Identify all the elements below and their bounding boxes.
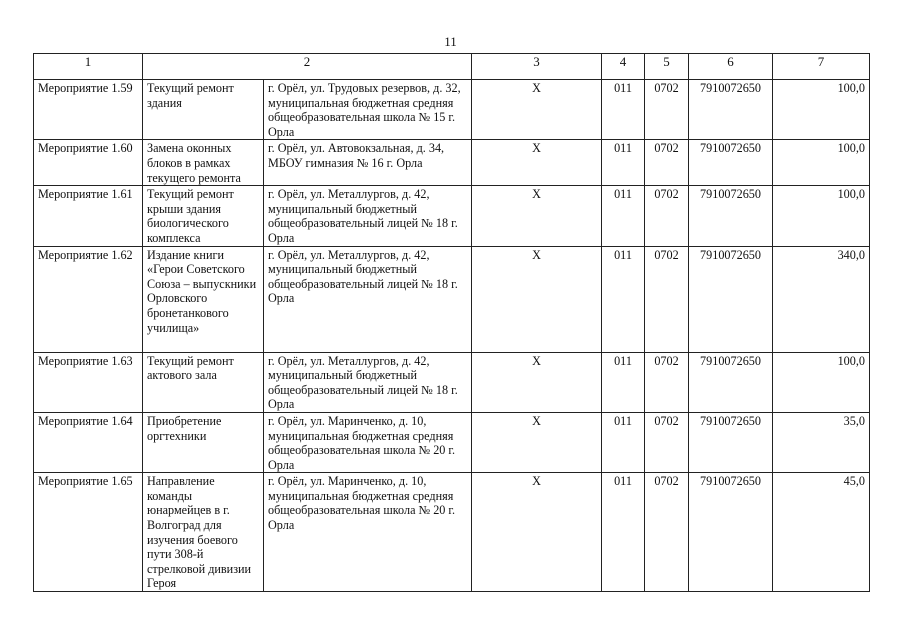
cell-address: г. Орёл, ул. Металлургов, д. 42, муниципальный бюджетный общеобразовательный лицей № 18 г. Орла	[264, 246, 472, 352]
cell-col6: 7910072650	[689, 473, 773, 592]
header-cell-1: 1	[34, 54, 143, 80]
cell-col7: 100,0	[773, 80, 870, 140]
cell-col5: 0702	[645, 246, 689, 352]
cell-name: Текущий ремонт крыши здания биологического комплекса	[143, 186, 264, 246]
cell-address: г. Орёл, ул. Автовокзальная, д. 34, МБОУ гимназия № 16 г. Орла	[264, 140, 472, 186]
cell-col3: X	[472, 473, 602, 592]
cell-col6: 7910072650	[689, 412, 773, 472]
page-number: 11	[444, 34, 457, 49]
cell-col7: 100,0	[773, 140, 870, 186]
cell-name: Направление команды юнармейцев в г. Волгоград для изучения боевого пути 308-й стрелковой дивизии Героя	[143, 473, 264, 592]
cell-col4: 011	[602, 473, 645, 592]
cell-address: г. Орёл, ул. Маринченко, д. 10, муниципальная бюджетная средняя общеобразовательная школа № 20 г. Орла	[264, 473, 472, 592]
table-row	[34, 246, 870, 352]
cell-col6: 7910072650	[689, 186, 773, 246]
cell-event: Мероприятие 1.64	[34, 412, 143, 472]
cell-col3: X	[472, 412, 602, 472]
table-row	[34, 352, 870, 412]
cell-col7: 45,0	[773, 473, 870, 592]
cell-event: Мероприятие 1.60	[34, 140, 143, 186]
cell-col3: X	[472, 352, 602, 412]
cell-col3: X	[472, 80, 602, 140]
cell-name: Замена оконных блоков в рамках текущего ремонта	[143, 140, 264, 186]
cell-col6: 7910072650	[689, 352, 773, 412]
header-cell-3: 3	[472, 54, 602, 80]
cell-col5: 0702	[645, 140, 689, 186]
table-row	[34, 186, 870, 246]
cell-col7: 340,0	[773, 246, 870, 352]
cell-col4: 011	[602, 186, 645, 246]
header-cell-5: 5	[645, 54, 689, 80]
cell-col4: 011	[602, 412, 645, 472]
header-cell-2: 2	[143, 54, 472, 80]
cell-name: Текущий ремонт здания	[143, 80, 264, 140]
cell-col5: 0702	[645, 473, 689, 592]
table-row	[34, 412, 870, 472]
cell-event: Мероприятие 1.59	[34, 80, 143, 140]
cell-col5: 0702	[645, 352, 689, 412]
cell-col3: X	[472, 246, 602, 352]
cell-event: Мероприятие 1.63	[34, 352, 143, 412]
table-row	[34, 473, 870, 592]
header-cell-4: 4	[602, 54, 645, 80]
cell-col3: X	[472, 186, 602, 246]
cell-col5: 0702	[645, 186, 689, 246]
cell-col7: 35,0	[773, 412, 870, 472]
cell-col4: 011	[602, 246, 645, 352]
table-row	[34, 80, 870, 140]
cell-col7: 100,0	[773, 352, 870, 412]
cell-col6: 7910072650	[689, 140, 773, 186]
table-header-row	[34, 54, 870, 80]
cell-col4: 011	[602, 80, 645, 140]
cell-event: Мероприятие 1.65	[34, 473, 143, 592]
table-row	[34, 140, 870, 186]
cell-col5: 0702	[645, 412, 689, 472]
cell-col4: 011	[602, 352, 645, 412]
cell-address: г. Орёл, ул. Металлургов, д. 42, муниципальный бюджетный общеобразовательный лицей № 18 г. Орла	[264, 352, 472, 412]
cell-address: г. Орёл, ул. Металлургов, д. 42, муниципальный бюджетный общеобразовательный лицей № 18 г. Орла	[264, 186, 472, 246]
cell-col6: 7910072650	[689, 80, 773, 140]
cell-col4: 011	[602, 140, 645, 186]
cell-address: г. Орёл, ул. Маринченко, д. 10, муниципальная бюджетная средняя общеобразовательная школа № 20 г. Орла	[264, 412, 472, 472]
cell-event: Мероприятие 1.61	[34, 186, 143, 246]
header-cell-6: 6	[689, 54, 773, 80]
cell-col3: X	[472, 140, 602, 186]
cell-col6: 7910072650	[689, 246, 773, 352]
cell-address: г. Орёл, ул. Трудовых резервов, д. 32, муниципальная бюджетная средняя общеобразовательная школа № 15 г. Орла	[264, 80, 472, 140]
cell-event: Мероприятие 1.62	[34, 246, 143, 352]
cell-col7: 100,0	[773, 186, 870, 246]
cell-name: Издание книги «Герои Советского Союза – выпускники Орловского бронетанкового училища»	[143, 246, 264, 352]
cell-name: Приобретение оргтехники	[143, 412, 264, 472]
cell-col5: 0702	[645, 80, 689, 140]
budget-table	[33, 53, 870, 592]
header-cell-7: 7	[773, 54, 870, 80]
cell-name: Текущий ремонт актового зала	[143, 352, 264, 412]
